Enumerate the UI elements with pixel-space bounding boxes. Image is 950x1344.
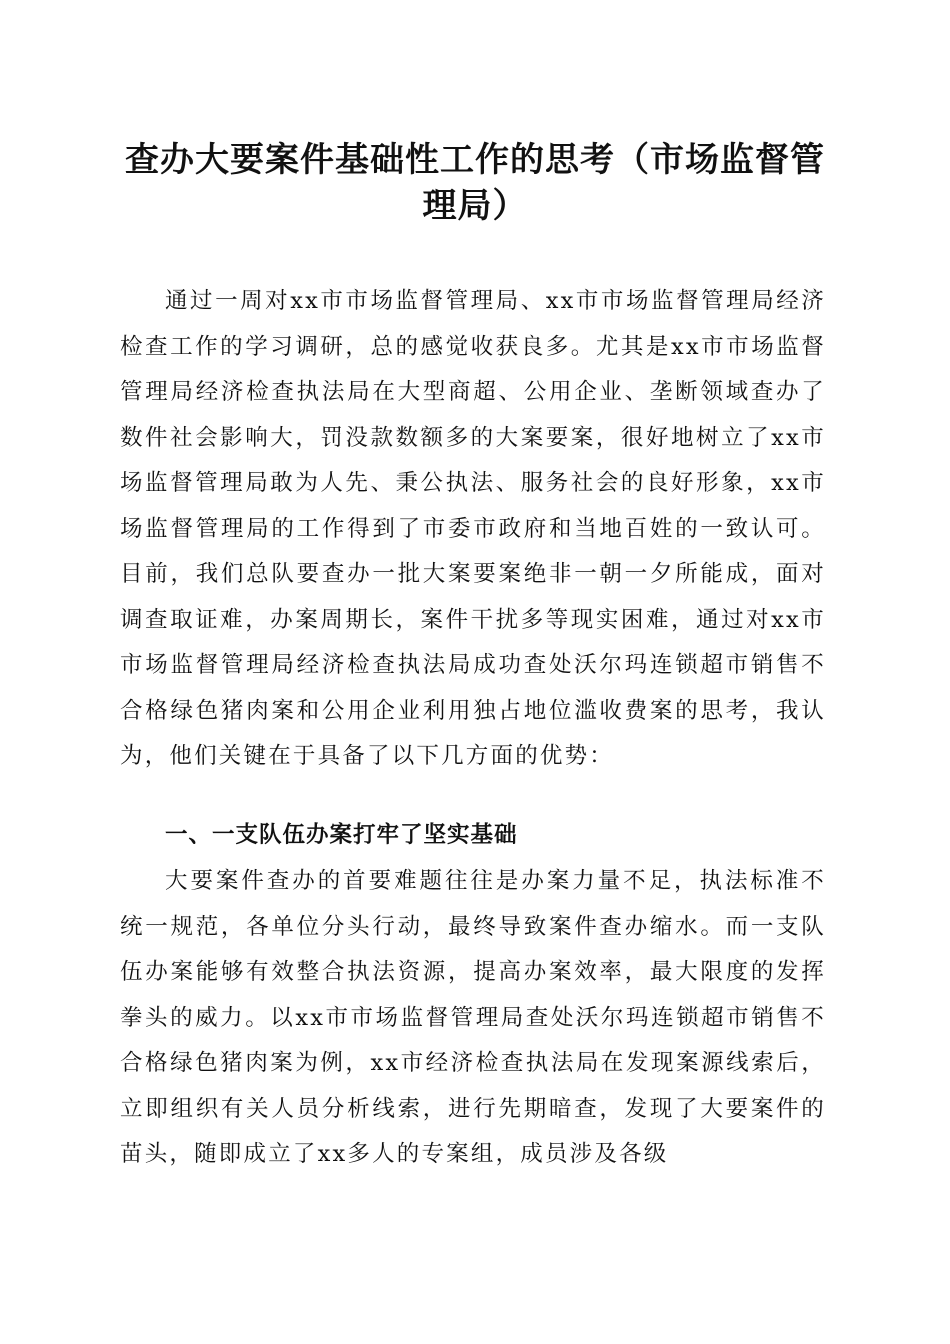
- intro-paragraph: 通过一周对xx市市场监督管理局、xx市市场监督管理局经济检查工作的学习调研，总的感觉收获良多。尤其是xx市市场监督管理局经济检查执法局在大型商超、公用企业、垄断领域查办了数件社会影响大，罚没款数额多的大案要案，很好地树立了xx市场监督管理局敢为人先、秉公执法、服务社会的良好形象，xx市场监督管理局的工作得到了市委市政府和当地百姓的一致认可。目前，我们总队要查办一批大案要案绝非一朝一夕所能成，面对调查取证难，办案周期长，案件干扰多等现实困难，通过对xx市市场监督管理局经济检查执法局成功查处沃尔玛连锁超市销售不合格绿色猪肉案和公用企业利用独占地位滥收费案的思考，我认为，他们关键在于具备了以下几方面的优势：: [120, 288, 826, 769]
- section-heading: 一、一支队伍办案打牢了坚实基础: [165, 822, 518, 848]
- section-paragraph: 大要案件查办的首要难题往往是办案力量不足，执法标准不统一规范，各单位分头行动，最终导致案件查办缩水。而一支队伍办案能够有效整合执法资源，提高办案效率，最大限度的发挥拳头的威力。以xx市市场监督管理局查处沃尔玛连锁超市销售不合格绿色猪肉案为例，xx市经济检查执法局在发现案源线索后，立即组织有关人员分析线索，进行先期暗查，发现了大要案件的苗头，随即成立了xx多人的专案组，成员涉及各级: [120, 868, 826, 1167]
- document-title: 查办大要案件基础性工作的思考（市场监督管理局）: [125, 140, 825, 226]
